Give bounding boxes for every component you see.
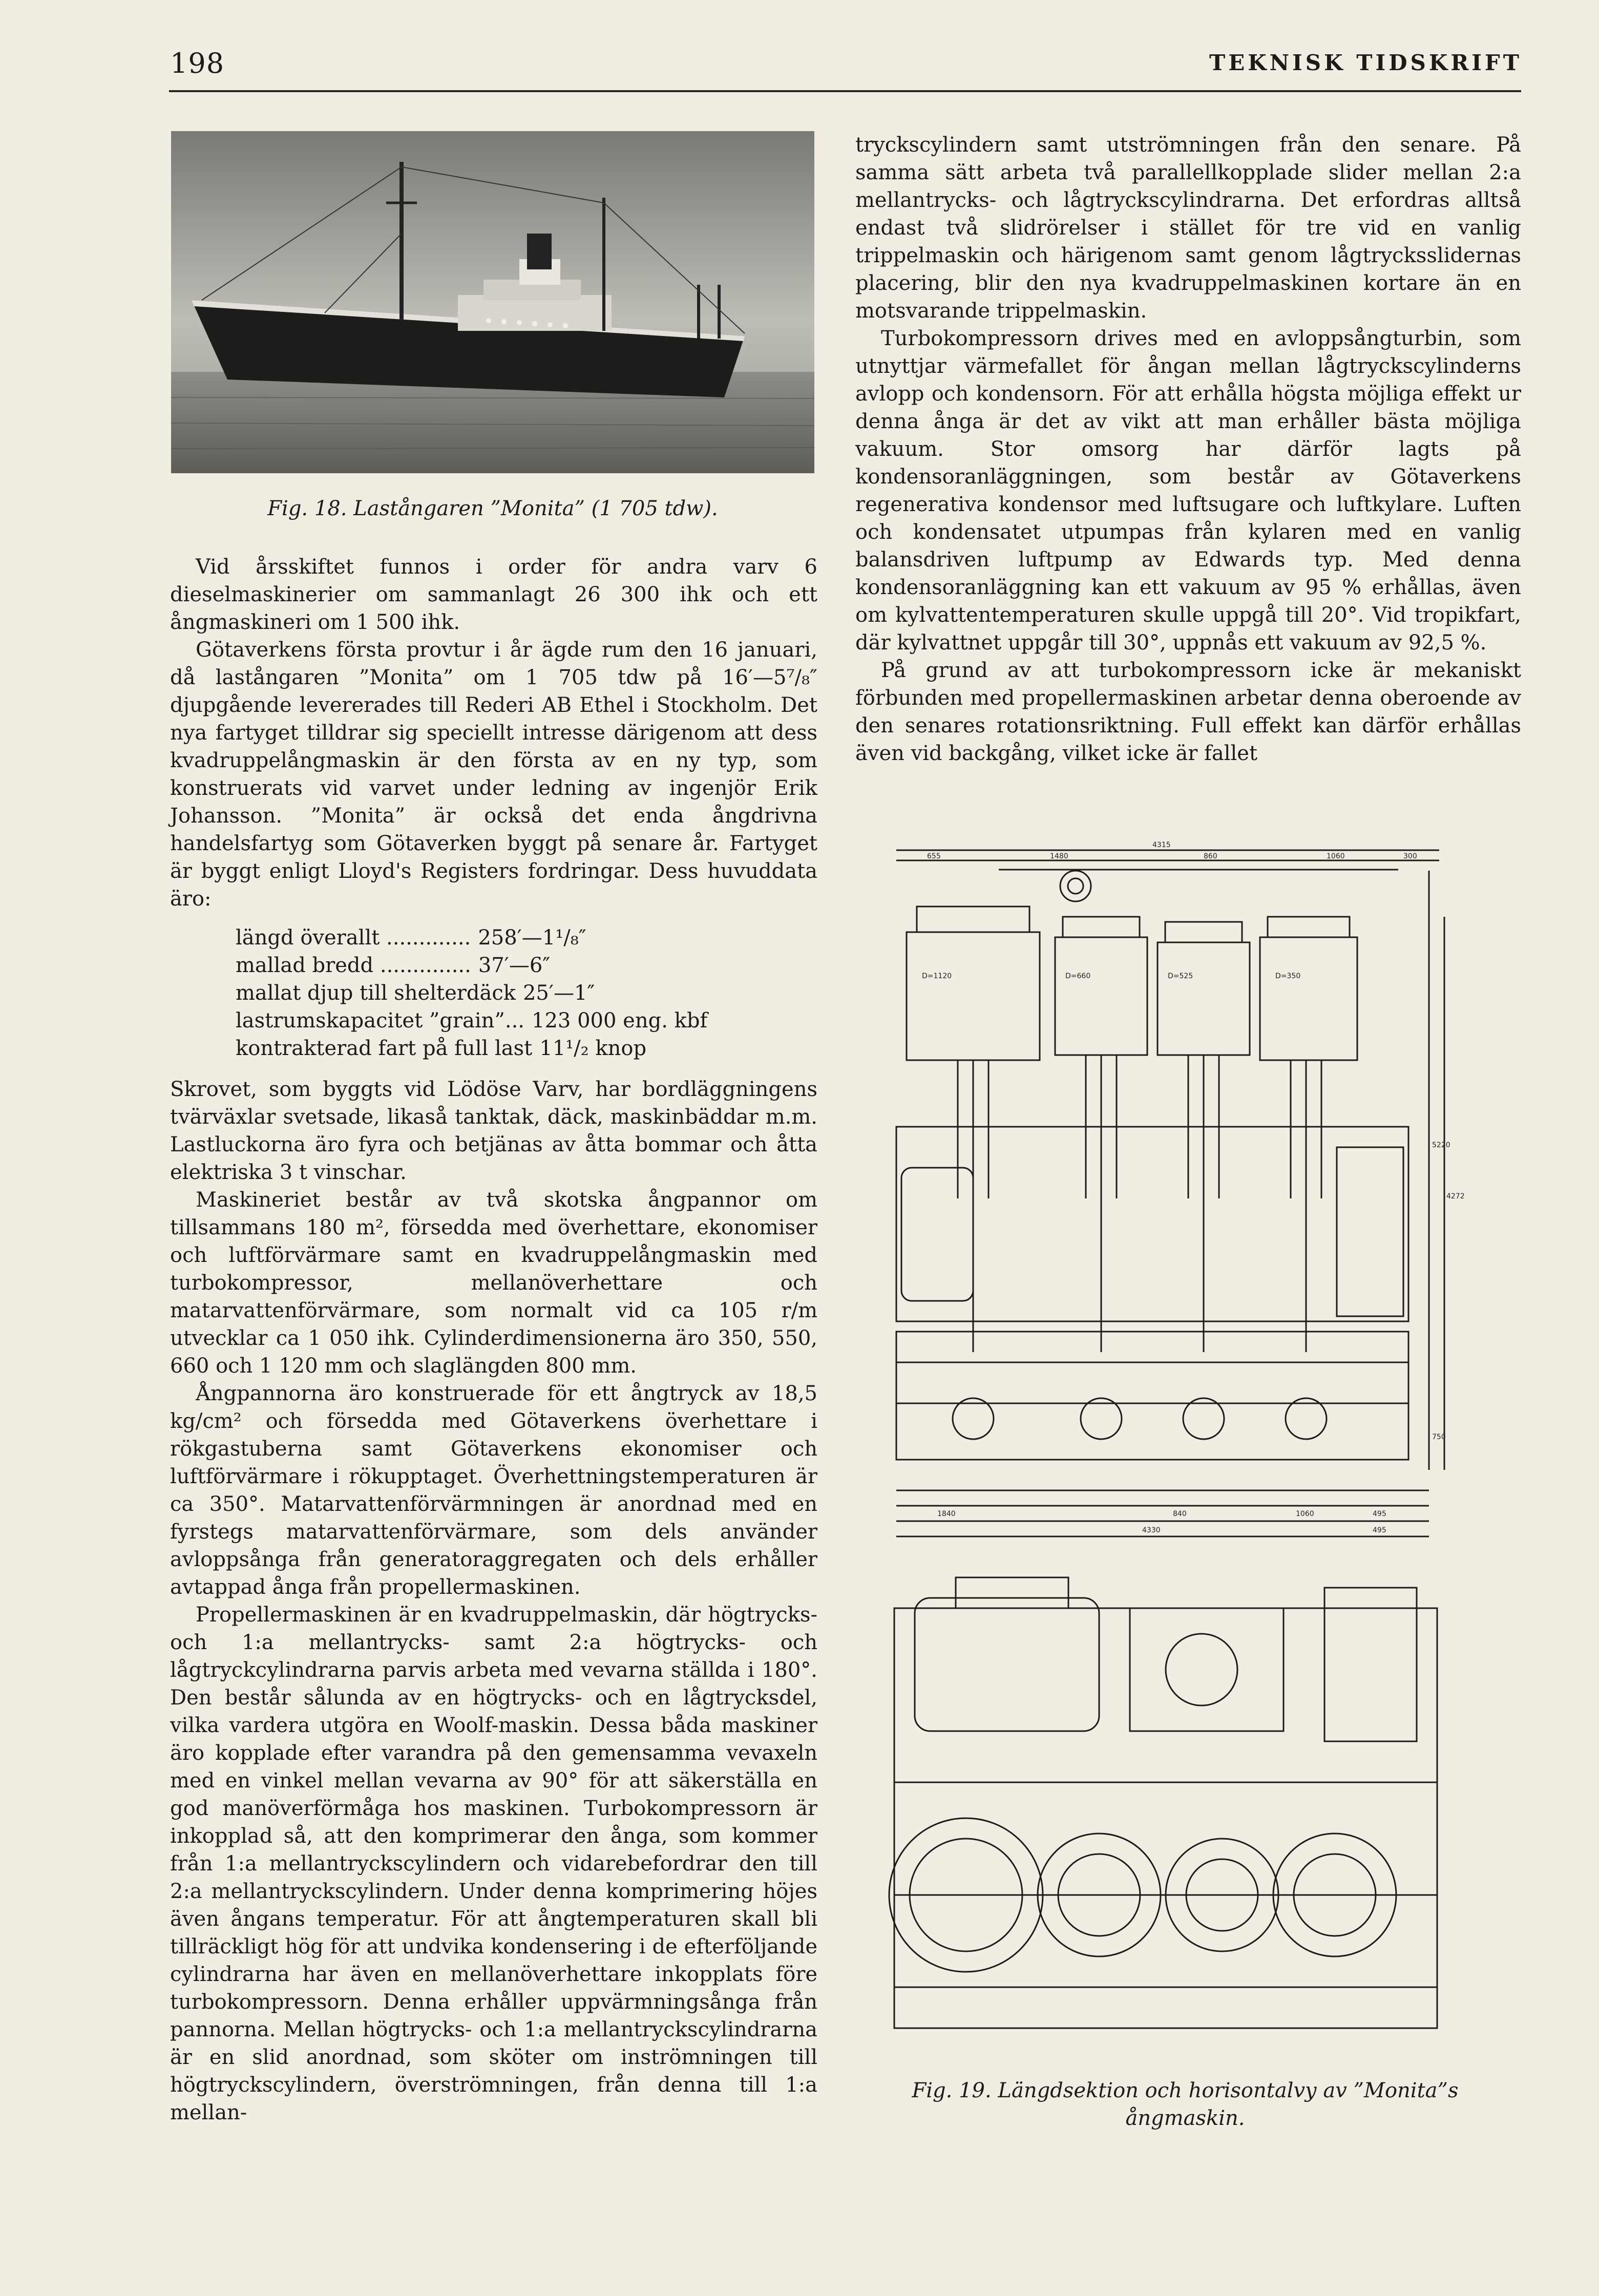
- spec-row: [236, 924, 817, 952]
- dimension-label: 4272: [1446, 1192, 1465, 1200]
- dimension-label: 4315: [1152, 841, 1171, 849]
- spec-value: 25′—1″: [522, 981, 595, 1005]
- main-data-list: [236, 924, 817, 1062]
- paragraph: Ångpannorna äro konstruerade för ett ångtryck av 18,5 kg/cm² och försedda med Götaverkens överhettare i rökgastuberna samt Götaverkens ekonomiser och luftförvärmare i rökupptaget. Överhettningstemperaturen är ca 350°. Matarvattenförvärmningen är anordnad med en fyrstegs matarvattenförvärmare, som dels använder avloppsånga från generatoraggregaten och dels erhåller avtappad ånga från propellermaskinen.: [170, 1382, 817, 1599]
- spec-row: [236, 952, 817, 979]
- spec-value: 11¹/₂ knop: [539, 1037, 647, 1060]
- dimension-label: 750: [1432, 1433, 1446, 1441]
- engine-horizontal-view-drawing: [884, 1567, 1453, 2044]
- spec-label: längd överallt .............: [236, 926, 471, 950]
- dimension-label: D=525: [1168, 972, 1193, 980]
- journal-title: TEKNISK TIDSKRIFT: [1209, 50, 1522, 75]
- dimension-label: 1840: [937, 1510, 956, 1518]
- dimension-label: 495: [1373, 1510, 1386, 1518]
- spec-value: 258′—1¹/₈″: [478, 926, 586, 950]
- dimension-label: 4330: [1142, 1526, 1161, 1534]
- dimension-label: 860: [1204, 852, 1217, 860]
- paragraph: På grund av att turbokompressorn icke är mekaniskt förbunden med propellermaskinen arbetar denna oberoende av den senares rotationsriktning. Full effekt kan därför erhållas även vid backgång, vilket icke är fallet: [855, 659, 1521, 765]
- page-number: 198: [170, 47, 225, 79]
- header-rule: [169, 90, 1521, 92]
- paragraph: Maskineriet består av två skotska ångpannor om tillsammans 180 m², försedda med överhettare, ekonomiser och luftförvärmare samt en kvadruppelångmaskin med turbokompressor, mellanöverhettare och matarvattenförvärmare, som normalt vid ca 105 r/m utvecklar ca 1 050 ihk. Cylinderdimensionerna äro 350, 550, 660 och 1 120 mm och slaglängden 800 mm.: [170, 1188, 817, 1378]
- paragraph: Propellermaskinen är en kvadruppelmaskin, där högtrycks- och 1:a mellantrycks- samt 2:a högtrycks- och lågtryckcylindrarna parvis arbeta med vevarna ställda i 180°. Den består sålunda av en högtrycks- och en lågtrycksdel, vilka vardera utgöra en Woolf-maskin. Dessa båda maskiner äro kopplade efter varandra på den gemensamma vevaxeln med en vinkel mellan vevarna av 90° för att säkerställa en god manöverförmåga hos maskinen. Turbokompressorn är inkopplad så, att den komprimerar den ånga, som kommer från 1:a mellantryckscylindern och vidarebefordrar den till 2:a mellantryckscylindern. Under denna komprimering höjes även ångans temperatur. För att ångtemperaturen skall bli tillräckligt hög för att undvika kondensering i de efterföljande cylindrarna har även en mellanöverhettare inkopplats före turbokompressorn. Denna erhåller uppvärmningsånga från pannorna. Mellan högtrycks- och 1:a mellantryckscylindrarna är en slid anordnad, som sköter om inströmningen till högtryckscylindern, överströmningen, från denna till 1:a mellan-: [170, 1603, 817, 2124]
- dimension-label: 1060: [1296, 1510, 1314, 1518]
- spec-row: [236, 979, 817, 1007]
- dimension-label: 840: [1173, 1510, 1187, 1518]
- right-column: [855, 131, 1521, 767]
- spec-row: [236, 1007, 817, 1035]
- paragraph: Skrovet, som byggts vid Lödöse Varv, har bordläggningens tvärväxlar svetsade, likaså tanktak, däck, maskinbäddar m.m. Lastluckorna äro fyra och betjänas av åtta bommar och åtta elektriska 3 t vinschar.: [170, 1078, 817, 1184]
- paragraph: Turbokompressorn drives med en avloppsångturbin, som utnyttjar värmefallet för ångan mellan lågtryckscylinderns avlopp och kondensorn. För att erhålla högsta möjliga effekt ur denna ånga är det av vikt att man erhåller bästa möjliga vakuum. Stor omsorg har därför lagts på kondensoranläggningen, som består av Götaverkens regenerativa kondensor med luftsugare och luftkylare. Luften och kondensatet utpumpas från kylaren med en vanlig balansdriven luftpump av Edwards typ. Med denna kondensoranläggning kan ett vakuum av 95 % erhållas, även om kylvattentemperaturen skulle uppgå till 20°. Vid tropikfart, där kylvattnet uppgår till 30°, uppnås ett vakuum av 92,5 %.: [855, 327, 1521, 655]
- dimension-label: D=350: [1275, 972, 1301, 980]
- spec-label: mallad bredd ..............: [236, 954, 471, 977]
- ship-photo: [171, 131, 814, 473]
- dimension-label: 5220: [1432, 1141, 1450, 1149]
- paragraph: Vid årsskiftet funnos i order för andra varv 6 dieselmaskinerier om sammanlagt 26 300 ihk och ett ångmaskineri om 1 500 ihk.: [170, 555, 817, 634]
- spec-label: mallat djup till shelterdäck: [236, 981, 516, 1005]
- figure-19-caption: Fig. 19. Längdsektion och horisontalvy av ”Monita”s ångmaskin.: [912, 2079, 1459, 2130]
- paragraph: Götaverkens första provtur i år ägde rum den 16 januari, då lastångaren ”Monita” om 1 705 tdw på 16′—5⁷/₈″ djupgående levererades till Rederi AB Ethel i Stockholm. Det nya fartyget tilldrar sig speciellt intresse därigenom att dess kvadruppelångmaskin är den första av en ny typ, som konstruerats vid varvet under ledning av ingenjör Erik Johansson. ”Monita” är också det enda ångdrivna handelsfartyg som Götaverken byggt på senare år. Fartyget är byggt enligt Lloyd's Registers fordringar. Dess huvuddata äro:: [170, 638, 817, 911]
- engine-longitudinal-section-drawing: [886, 840, 1465, 1588]
- dimension-label: 300: [1403, 852, 1417, 860]
- spec-value: 37′—6″: [478, 954, 551, 977]
- dimension-label: 495: [1373, 1526, 1386, 1534]
- dimension-label: 655: [927, 852, 941, 860]
- dimension-label: D=660: [1065, 972, 1091, 980]
- spec-row: [236, 1035, 817, 1062]
- spec-value: 123 000 eng. kbf: [532, 1009, 708, 1033]
- spec-label: lastrumskapacitet ”grain”...: [236, 1009, 525, 1033]
- dimension-label: 1480: [1050, 852, 1068, 860]
- dimension-label: 1060: [1327, 852, 1345, 860]
- figure-18-caption: Fig. 18. Lastångaren ”Monita” (1 705 tdw).: [267, 497, 718, 520]
- left-column: [170, 553, 817, 2126]
- spec-label: kontrakterad fart på full last: [236, 1037, 533, 1060]
- paragraph: tryckscylindern samt utströmningen från den senare. På samma sätt arbeta två parallellkopplade slider mellan 2:a mellantrycks- och lågtryckscylindrarna. Det erfordras alltså endast två slidrörelser i stället för tre vid en vanlig trippelmaskin och härigenom samt genom lågtrycksslidernas placering, blir den nya kvadruppelmaskinen kortare än en motsvarande trippelmaskin.: [855, 133, 1521, 323]
- dimension-label: D=1120: [922, 972, 952, 980]
